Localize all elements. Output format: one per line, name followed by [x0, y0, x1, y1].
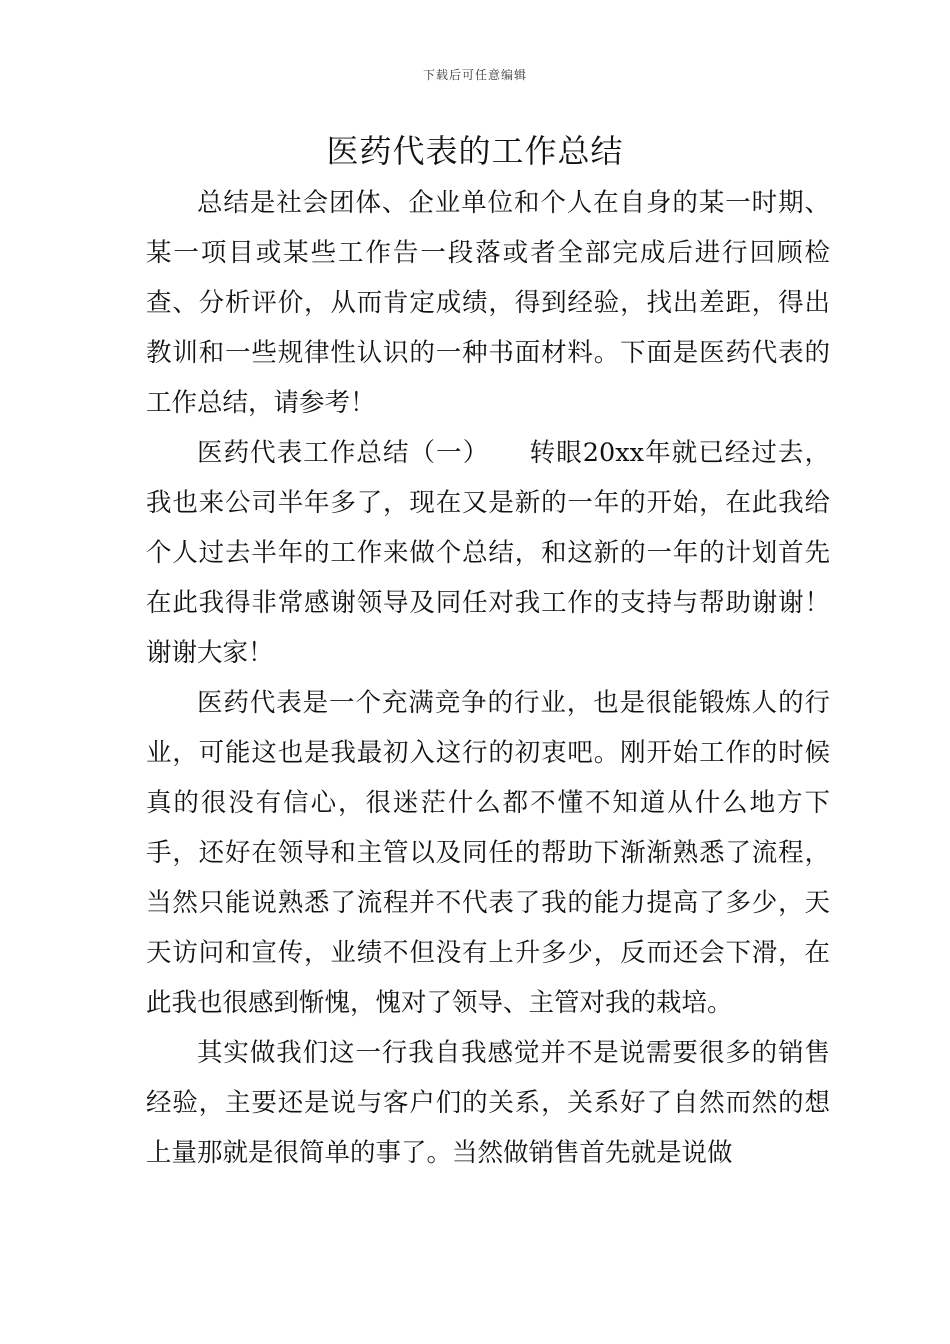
paragraph-industry: 医药代表是一个充满竞争的行业，也是很能锻炼人的行业，可能这也是我最初入这行的初衷吧。刚开始工作的时候真的很没有信心，很迷茫什么都不懂不知道从什么地方下手，还好在领导和主管以及同任的帮助下渐渐熟悉了流程，当然只能说熟悉了流程并不代表了我的能力提高了多少，天天访问和宣传，业绩不但没有上升多少，反而还会下滑，在此我也很感到惭愧，愧对了领导、主管对我的栽培。 [146, 688, 830, 1018]
document-body [146, 178, 830, 1178]
paragraph-experience: 其实做我们这一行我自我感觉并不是说需要很多的销售经验，主要还是说与客户们的关系，关系好了自然而然的想上量那就是很简单的事了。当然做销售首先就是说做 [146, 1038, 830, 1168]
paragraph-intro: 总结是社会团体、企业单位和个人在自身的某一时期、某一项目或某些工作告一段落或者全部完成后进行回顾检查、分析评价，从而肯定成绩，得到经验，找出差距，得出教训和一些规律性认识的一种书面材料。下面是医药代表的工作总结，请参考！ [146, 188, 830, 418]
page-title: 医药代表的工作总结 [326, 132, 624, 170]
header-note: 下载后可任意编辑 [422, 68, 527, 82]
paragraph-section-one: 医药代表工作总结（一） 转眼20xx年就已经过去，我也来公司半年多了，现在又是新的一年的开始，在此我给个人过去半年的工作来做个总结，和这新的一年的计划首先在此我得非常感谢领导及同任对我工作的支持与帮助谢谢！谢谢大家！ [146, 438, 830, 668]
